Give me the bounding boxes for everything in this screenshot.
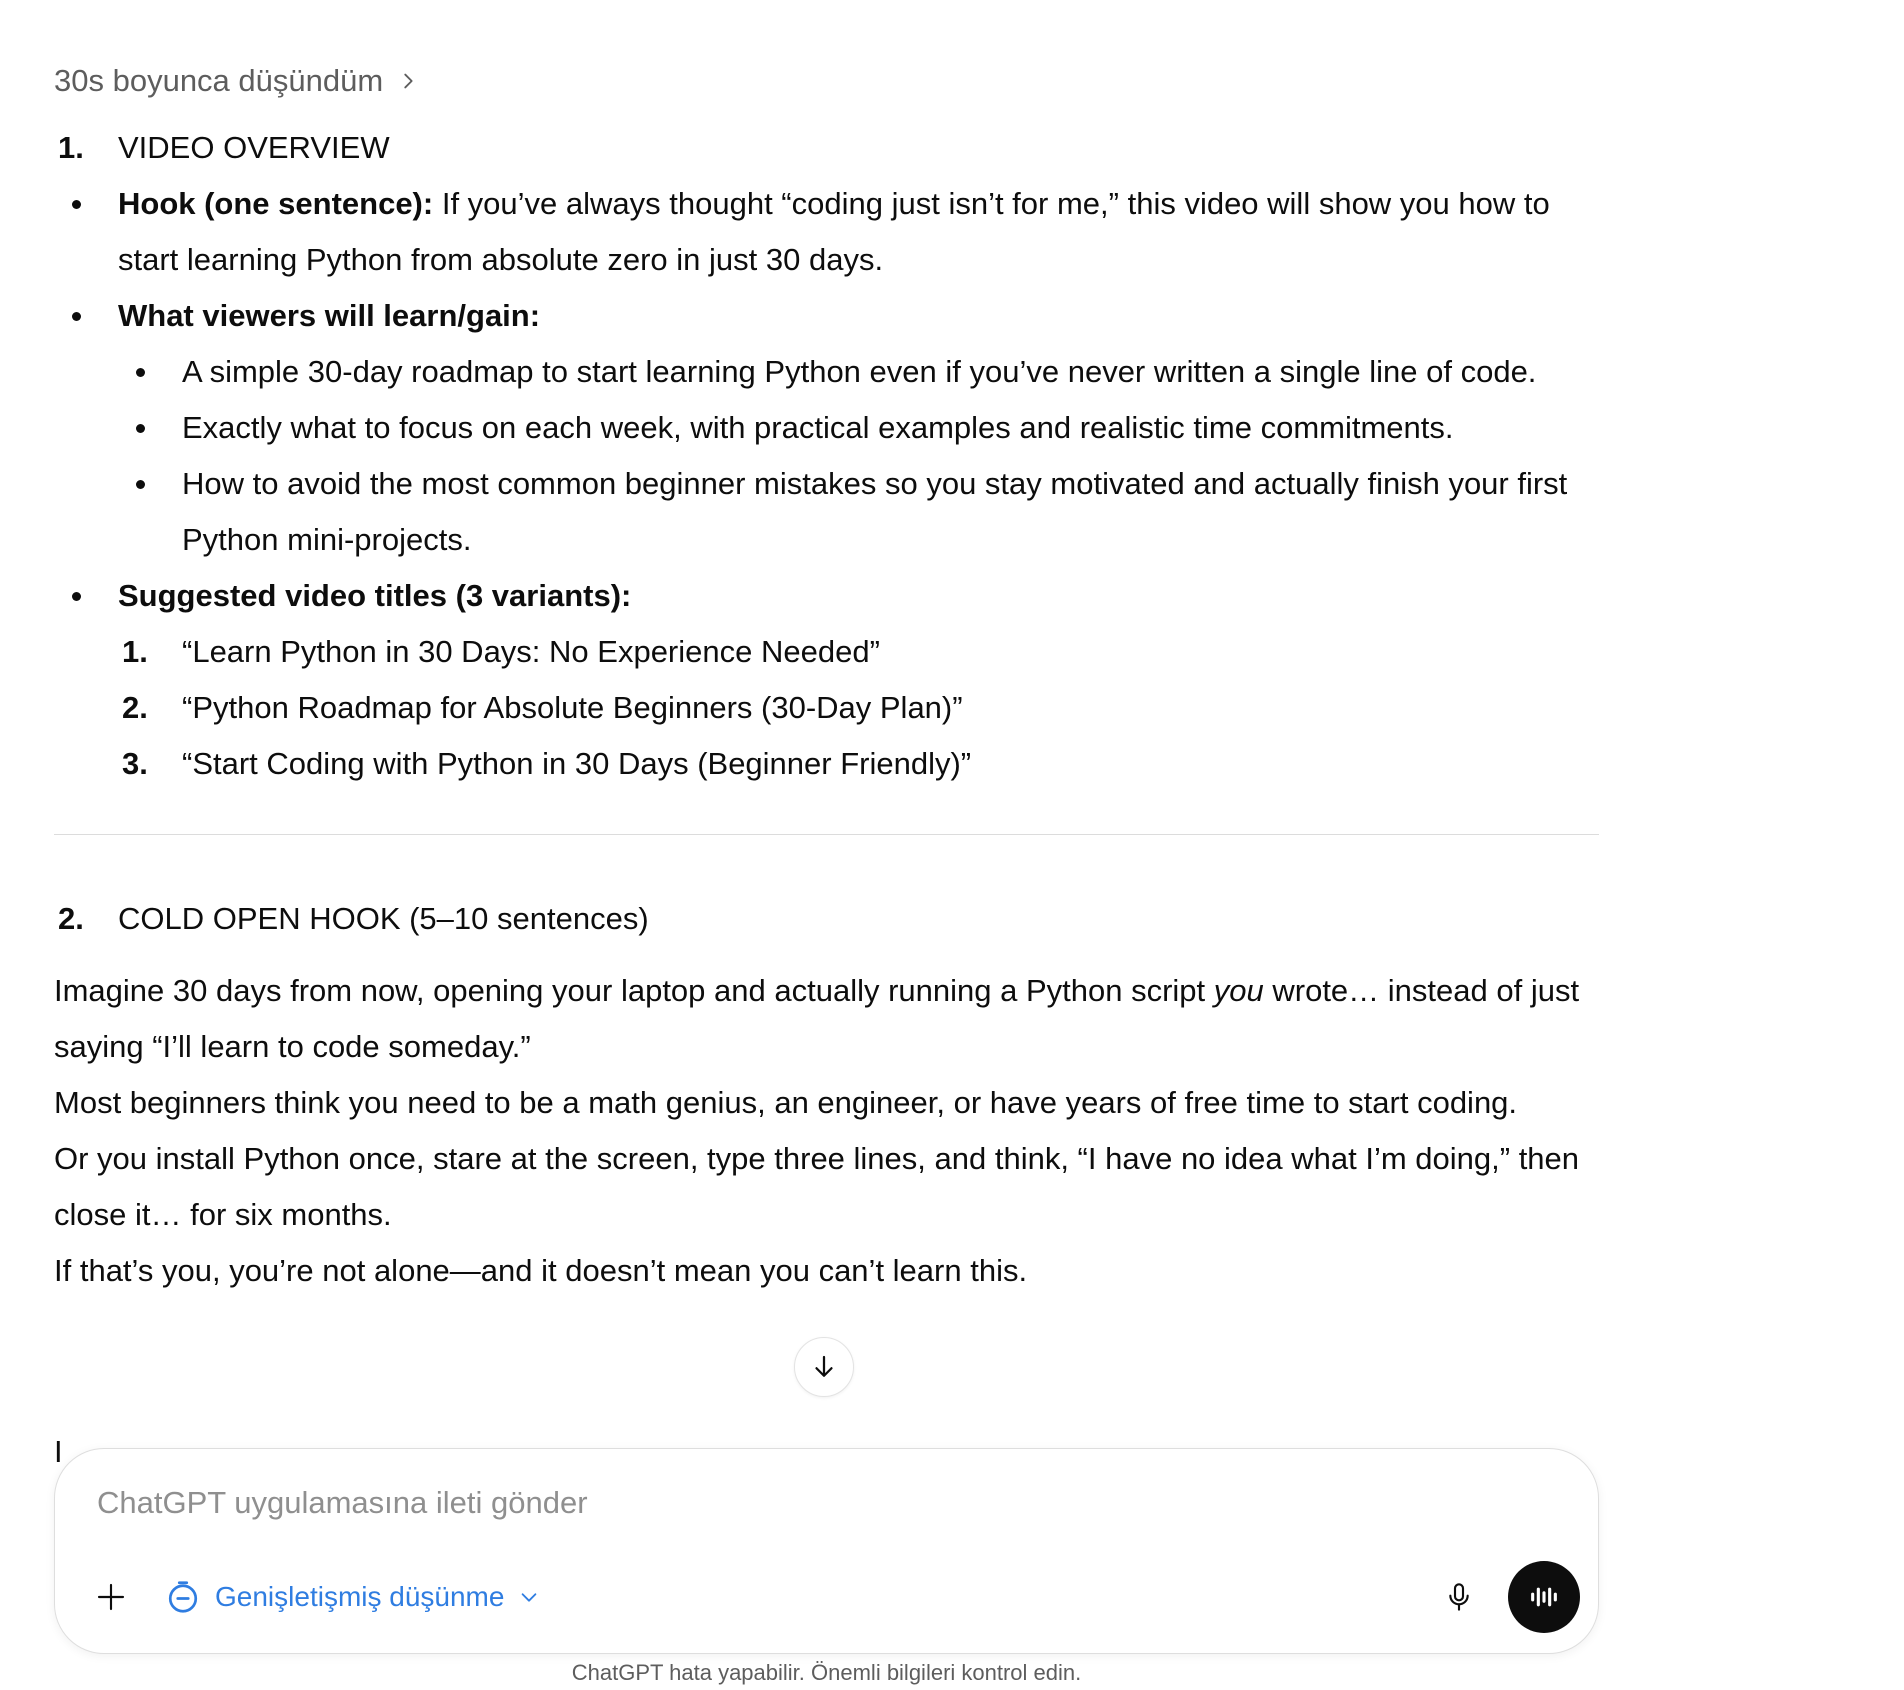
paragraph: Or you install Python once, stare at the screen, type three lines, and think, “I have no idea what I’m doing,” then close it… for six months.	[54, 1141, 1580, 1232]
emphasis: you	[1213, 973, 1264, 1008]
list-item-hook	[54, 176, 1599, 288]
list-item	[118, 624, 1599, 680]
thought-label: 30s boyunca düşündüm	[54, 63, 384, 98]
thought-toggle[interactable]	[54, 58, 1599, 104]
list-item-text: “Start Coding with Python in 30 Days (Beginner Friendly)”	[182, 746, 972, 781]
list-number: 3.	[122, 746, 148, 781]
arrow-down-icon	[809, 1352, 839, 1382]
list-item-text: “Learn Python in 30 Days: No Experience Needed”	[182, 634, 880, 669]
thinking-mode-button[interactable]	[165, 1575, 540, 1619]
titles-sublist	[54, 624, 1599, 792]
list-item-text: A simple 30-day roadmap to start learning Python even if you’ve never written a single line of code.	[182, 354, 1537, 389]
paragraph: If that’s you, you’re not alone—and it doesn’t mean you can’t learn this.	[54, 1253, 1028, 1288]
thinking-mode-label: Genişletişmiş düşünme	[215, 1581, 505, 1612]
list-item	[118, 680, 1599, 736]
learn-sublist	[54, 344, 1599, 568]
chevron-down-icon	[518, 1586, 540, 1608]
list-item-text: How to avoid the most common beginner mistakes so you stay motivated and actually finish your first Python mini-projects.	[182, 466, 1568, 557]
list-item	[118, 344, 1599, 400]
voice-mode-button[interactable]	[1508, 1561, 1580, 1633]
list-item	[118, 400, 1599, 456]
section-number: 1.	[58, 130, 84, 165]
message-composer	[54, 1448, 1599, 1654]
dictate-button[interactable]	[1437, 1575, 1481, 1619]
section-heading-1	[54, 120, 1599, 176]
hook-label: Hook (one sentence):	[118, 186, 434, 221]
plus-icon	[95, 1581, 127, 1613]
list-number: 1.	[122, 634, 148, 669]
scroll-to-bottom-button[interactable]	[794, 1337, 854, 1397]
list-item-text: Exactly what to focus on each week, with practical examples and realistic time commitments.	[182, 410, 1454, 445]
message-input[interactable]: ChatGPT uygulamasına ileti gönder	[97, 1485, 588, 1520]
hook-text: If you’ve always thought “coding just isn’t for me,” this video will show you how to start learning Python from absolute zero in just 30 days.	[118, 186, 1550, 277]
microphone-icon	[1443, 1581, 1475, 1613]
list-item	[118, 456, 1599, 568]
divider	[54, 834, 1599, 835]
list-item	[118, 736, 1599, 792]
timer-icon	[165, 1579, 201, 1615]
titles-label: Suggested video titles (3 variants):	[118, 578, 632, 613]
paragraph: Most beginners think you need to be a math genius, an engineer, or have years of free time to start coding.	[54, 1085, 1518, 1120]
list-item-text: “Python Roadmap for Absolute Beginners (30-Day Plan)”	[182, 690, 963, 725]
list-item-titles	[54, 568, 1599, 624]
voice-waveform-icon	[1527, 1580, 1561, 1614]
section-heading-2	[54, 891, 1599, 947]
disclaimer: ChatGPT hata yapabilir. Önemli bilgileri kontrol edin.	[571, 1660, 1082, 1685]
section-title: COLD OPEN HOOK (5–10 sentences)	[118, 901, 649, 936]
paragraph: Imagine 30 days from now, opening your laptop and actually running a Python script you wrote… instead of just saying “I’ll learn to code someday.”	[54, 973, 1580, 1064]
add-attachment-button[interactable]	[91, 1577, 131, 1617]
list-item-learn	[54, 288, 1599, 344]
learn-label: What viewers will learn/gain:	[118, 298, 541, 333]
clipped-text: I	[54, 1434, 63, 1469]
list-number: 2.	[122, 690, 148, 725]
section-title: VIDEO OVERVIEW	[118, 130, 390, 165]
chevron-right-icon	[397, 70, 419, 92]
section-number: 2.	[58, 901, 84, 936]
assistant-message	[54, 58, 1599, 1299]
